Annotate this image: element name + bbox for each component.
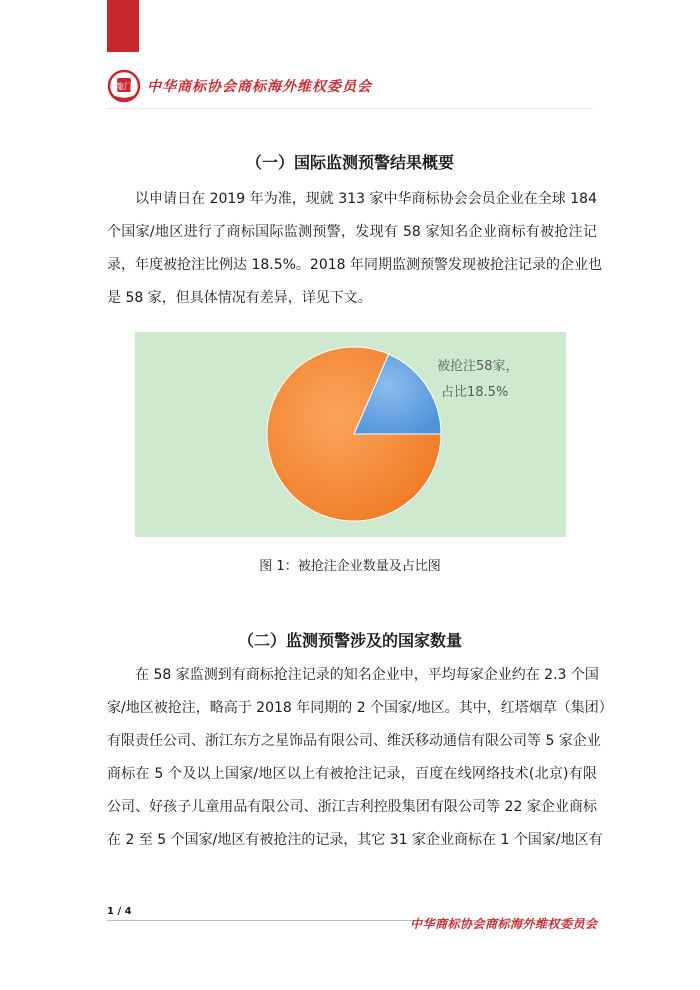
section2-line-2: 家/地区被抢注，略高于 2018 年同期的 2 个国家/地区。其中，红塔烟草（集团） bbox=[107, 700, 613, 716]
section1-line-2: 个国家/地区进行了商标国际监测预警，发现有 58 家知名企业商标有被抢注记 bbox=[107, 224, 597, 240]
chart-caption: 图 1：被抢注企业数量及占比图 bbox=[259, 559, 441, 574]
pie-chart-panel bbox=[135, 332, 566, 537]
section2-line-5: 公司、好孩子儿童用品有限公司、浙江吉利控股集团有限公司等 22 家企业商标 bbox=[107, 799, 597, 815]
pie-annotation-line2: 占比18.5% bbox=[441, 385, 509, 400]
section1-line-3: 录，年度被抢注比例达 18.5%。2018 年同期监测预警发现被抢注记录的企业也 bbox=[107, 257, 603, 273]
section2-line-1: 在 58 家监测到有商标抢注记录的知名企业中，平均每家企业约在 2.3 个国 bbox=[135, 667, 599, 683]
header-org-name: 中华商标协会商标海外维权委员会 bbox=[147, 79, 372, 95]
footer-org-name: 中华商标协会商标海外维权委员会 bbox=[410, 917, 598, 931]
section1-line-1: 以申请日在 2019 年为准，现就 313 家中华商标协会会员企业在全球 184 bbox=[135, 191, 597, 207]
logo-text: 龍门 bbox=[116, 82, 132, 91]
pie-annotation-line1: 被抢注58家， bbox=[437, 359, 519, 374]
header-red-tab bbox=[107, 0, 139, 52]
section2-paragraph bbox=[107, 659, 613, 857]
section2-line-6: 在 2 至 5 个国家/地区有被抢注的记录，其它 31 家企业商标在 1 个国家/地区有 bbox=[107, 832, 603, 848]
association-logo-icon bbox=[107, 69, 141, 103]
section2-line-4: 商标在 5 个及以上国家/地区以上有被抢注记录，百度在线网络技术(北京)有限 bbox=[107, 766, 597, 782]
header-divider bbox=[107, 108, 593, 109]
section1-paragraph bbox=[107, 183, 603, 315]
section1-title: （一）国际监测预警结果概要 bbox=[245, 153, 454, 172]
page-header bbox=[107, 66, 372, 106]
section2-title: （二）监测预警涉及的国家数量 bbox=[237, 631, 462, 650]
section2-line-3: 有限责任公司、浙江东方之星饰品有限公司、维沃移动通信有限公司等 5 家企业 bbox=[107, 733, 601, 749]
section1-line-4: 是 58 家，但具体情况有差异，详见下文。 bbox=[107, 290, 372, 306]
page-number: 1 / 4 bbox=[107, 906, 132, 917]
